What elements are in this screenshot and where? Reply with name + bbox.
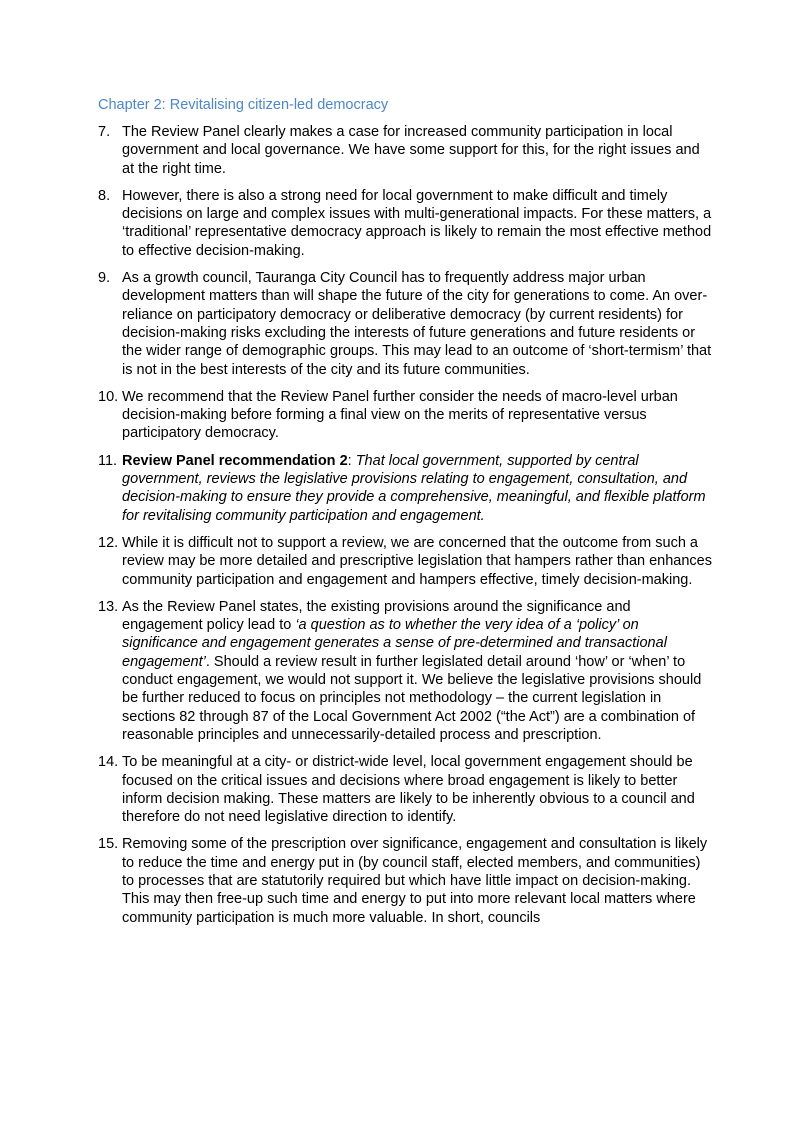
paragraph-11 — [98, 452, 712, 525]
paragraph-text-end: . Should a review result in further legislated detail around ‘how’ or ‘when’ to conduct engagement, we would not support it. We believe the legislative provisions should be further reduced to focus on principles not methodology – the current legislation in sections 82 through 87 of the Local Government Act 2002 (“the Act”) are a combination of reasonable principles and unnecessarily-detailed process and prescription. — [122, 653, 702, 743]
document-page — [98, 96, 712, 936]
recommendation-separator: : — [347, 452, 356, 469]
paragraph-text — [122, 452, 712, 525]
paragraph-text: We recommend that the Review Panel further consider the needs of macro-level urban decision-making before forming a final view on the merits of representative versus participatory democracy. — [122, 388, 678, 442]
paragraph-10 — [98, 388, 712, 443]
paragraph-12 — [98, 534, 712, 589]
paragraph-7 — [98, 123, 712, 178]
quoted-text: ‘a question as to whether the very idea of a ‘policy’ on significance and engagement generates a sense of pre-determined and transactional engagement’ — [122, 617, 667, 670]
paragraph-13 — [98, 598, 712, 744]
paragraph-text: To be meaningful at a city- or district-wide level, local government engagement should be focused on the critical issues and decisions where broad engagement is likely to better inform decision making. These matters are likely to be inherently obvious to a council and therefore do not need legislative direction to identify. — [122, 754, 695, 826]
paragraph-8 — [98, 187, 712, 260]
paragraph-number: 10. — [98, 388, 119, 405]
paragraph-text: However, there is also a strong need for local government to make difficult and timely decisions on large and complex issues with multi-generational impacts. For these matters, a ‘traditional’ representative democracy approach is likely to remain the most effective method to effective decision-making. — [122, 187, 712, 259]
recommendation-quote: That local government, supported by central government, reviews the legislative provisions relating to engagement, consultation, and decision-making to ensure they provide a comprehensive, meaningful, and flexible platform for revitalising community participation and engagement. — [122, 452, 706, 524]
paragraph-text: As a growth council, Tauranga City Council has to frequently address major urban development matters than will shape the future of the city for generations to come. An over-reliance on participatory democracy or deliberative democracy (by current residents) for decision-making risks excluding the interests of future generations and future residents or the wider range of demographic groups. This may lead to an outcome of ‘short-termism’ that is not in the best interests of the city and its future communities. — [122, 270, 712, 378]
paragraph-number: 9. — [98, 270, 111, 287]
paragraph-text-start: As the Review Panel states, the existing provisions around the significance and engagement policy lead to — [122, 598, 631, 634]
paragraph-15 — [98, 835, 712, 926]
paragraph-text: The Review Panel clearly makes a case for increased community participation in local government and local governance. We have some support for this, for the right issues and at the right time. — [122, 124, 700, 177]
paragraph-text: Removing some of the prescription over significance, engagement and consultation is likely to reduce the time and energy put in (by council staff, elected members, and communities) to processes that are statutorily required but which have little impact on decision-making. This may then free-up such time and energy to put into more relevant local matters where community participation is much more valuable. In short, councils — [122, 836, 708, 926]
paragraph-number: 7. — [98, 124, 111, 140]
paragraph-number: 11. — [98, 452, 118, 469]
paragraph-text — [122, 598, 712, 744]
chapter-heading: Chapter 2: Revitalising citizen-led democracy — [98, 97, 389, 113]
paragraph-14 — [98, 753, 712, 826]
paragraph-text: While it is difficult not to support a review, we are concerned that the outcome from such a review may be more detailed and prescriptive legislation that hampers rather than enhances community participation and engagement and hampers effective, timely decision-making. — [122, 534, 712, 588]
paragraph-number: 12. — [98, 534, 119, 551]
paragraph-9 — [98, 269, 712, 379]
paragraph-number: 13. — [98, 598, 119, 615]
paragraph-number: 15. — [98, 836, 119, 853]
paragraph-number: 14. — [98, 754, 119, 771]
paragraph-number: 8. — [98, 187, 111, 204]
recommendation-title: Review Panel recommendation 2 — [122, 452, 348, 469]
